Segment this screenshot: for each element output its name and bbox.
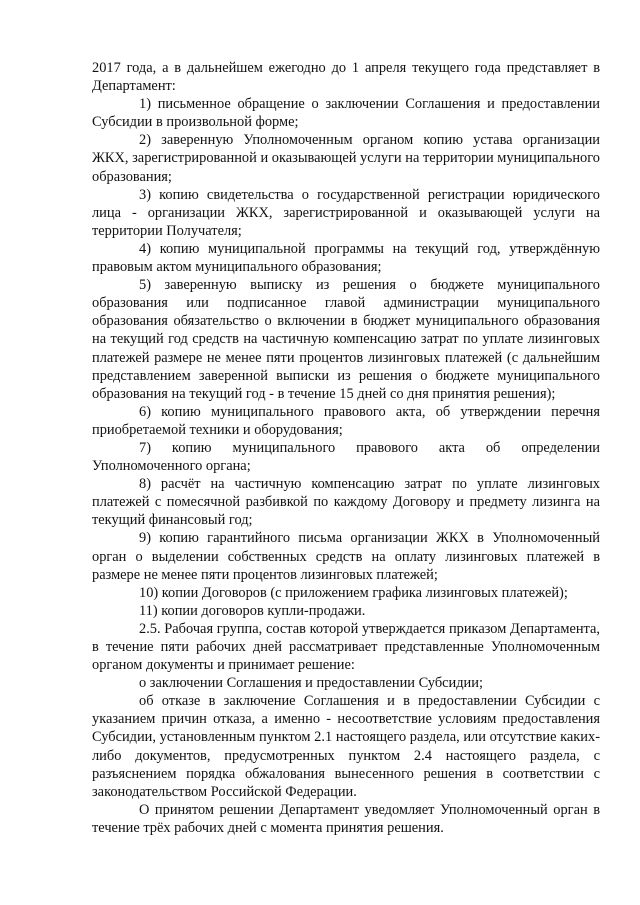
decision-approve: о заключении Соглашения и предоставлении Субсидии;: [139, 675, 483, 692]
list-item-1: 1) письменное обращение о заключении Соглашения и предоставлении Субсидии в произвольной форме;: [92, 96, 600, 131]
document-page: [92, 59, 600, 837]
list-item-8: 8) расчёт на частичную компенсацию затрат по уплате лизинговых платежей с помесячной разбивкой по каждому Договору и предмету лизинга на текущий финансовый год;: [92, 476, 600, 529]
list-item-4: 4) копию муниципальной программы на текущий год, утверждённую правовым актом муниципального образования;: [92, 240, 600, 276]
list-item-2: 2) заверенную Уполномоченным органом копию устава организации ЖКХ, зарегистрированной и оказывающей услуги на территории муниципального образования;: [92, 132, 600, 185]
list-item-6: 6) копию муниципального правового акта, об утверждении перечня приобретаемой техники и оборудования;: [92, 403, 600, 438]
paragraph-continuation: 2017 года, а в дальнейшем ежегодно до 1 апреля текущего года представляет в Департамент:: [92, 60, 600, 95]
list-item-9: 9) копию гарантийного письма организации ЖКХ в Уполномоченный орган о выделении собственных средств на оплату лизинговых платежей в размере не менее пяти процентов лизинговых платежей;: [92, 530, 600, 583]
list-item-10: 10) копии Договоров (с приложением графика лизинговых платежей);: [139, 584, 568, 601]
list-item-5: 5) заверенную выписку из решения о бюджете муниципального образования или подписанное главой администрации муниципального образования обязательство о включении в бюджет муниципального образования на текущий год средств на частичную компенсацию затрат по уплате лизинговых платежей размере не менее пяти процентов лизинговых платежей (с дальнейшим представлением заверенной выписки из решения о бюджете муниципального образования на текущий год - в течение 15 дней со дня принятия решения);: [92, 277, 600, 402]
section-2-5: 2.5. Рабочая группа, состав которой утверждается приказом Департамента, в течение пяти рабочих дней рассматривает представленные Уполномоченным органом документы и принимает решение:: [92, 620, 600, 674]
list-item-7: 7) копию муниципального правового акта об определении Уполномоченного органа;: [92, 439, 600, 475]
list-item-3: 3) копию свидетельства о государственной регистрации юридического лица - организации ЖКХ, зарегистрированной и оказывающей услуги на территории Получателя;: [92, 186, 600, 239]
decision-refuse: об отказе в заключение Соглашения и в предоставлении Субсидии с указанием причин отказа, а именно - несоответствие условиям предоставления Субсидии, установленным пунктом 2.1 настоящего раздела, или отсутствие каких-либо документов, предусмотренных пунктом 2.4 настоящего раздела, с разъяснением порядка обжалования вынесенного решения в соответствии с законодательством Российской Федерации.: [92, 693, 600, 800]
list-item-11: 11) копии договоров купли-продажи.: [139, 602, 366, 619]
notification-paragraph: О принятом решении Департамент уведомляет Уполномоченный орган в течение трёх рабочих дней с момента принятия решения.: [92, 801, 600, 836]
